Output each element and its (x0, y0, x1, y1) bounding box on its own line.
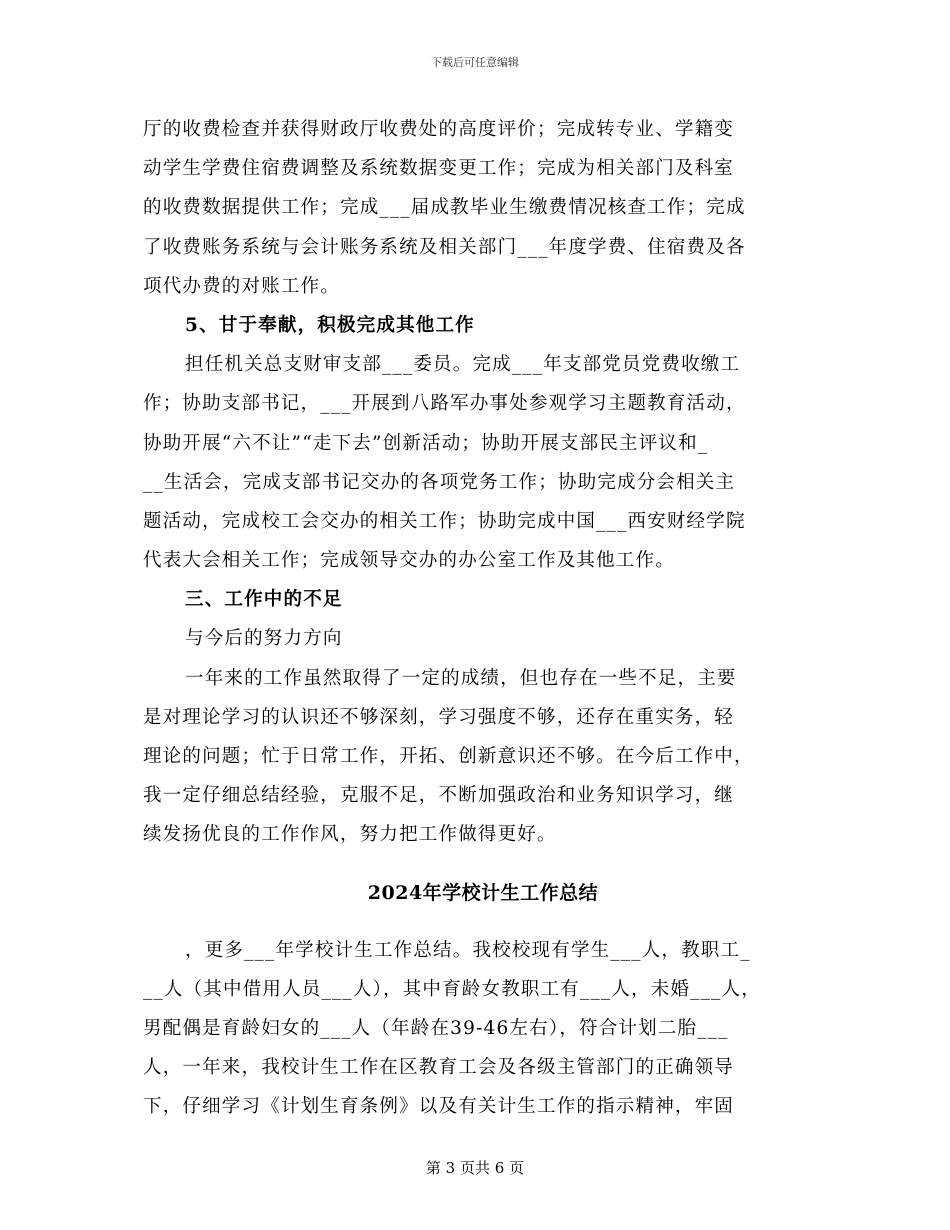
paragraph-line: 担任机关总支财审支部___委员。完成___年支部党员党费收缴工 (185, 354, 741, 376)
section-other-work (143, 306, 823, 580)
paragraph-line: __生活会，完成支部书记交办的各项党务工作；协助完成分会相关主 (143, 471, 736, 493)
paragraph-line: 了收费账务系统与会计账务系统及相关部门___年度学费、住宿费及各 (143, 236, 746, 258)
paragraph-line: 厅的收费检查并获得财政厅收费处的高度评价；完成转专业、学籍变 (143, 119, 735, 140)
paragraph-line: 项代办费的对账工作。 (143, 275, 341, 297)
paragraph-line: 代表大会相关工作；完成领导交办的办公室工作及其他工作。 (143, 550, 675, 572)
paragraph-line: 是对理论学习的认识还不够深刻，学习强度不够，还存在重实务，轻 (143, 706, 735, 728)
page-header: 下载后可任意编辑 (431, 56, 519, 69)
paragraph-line: 动学生学费住宿费调整及系统数据变更工作；完成为相关部门及科室 (143, 158, 735, 180)
page-footer: 第 3 页共 6 页 (425, 1159, 525, 1177)
paragraph-line: 协助开展“六不让”“走下去”创新活动；协助开展支部民主评议和_ (143, 432, 709, 454)
paragraph-line: 理论的问题；忙于日常工作，开拓、创新意识还不够。在今后工作中， (143, 746, 754, 767)
paragraph-line: ，更多___年学校计生工作总结。我校校现有学生___人，教职工_ (185, 939, 751, 961)
paragraph-line: 人，一年来，我校计生工作在区教育工会及各级主管部门的正确领导 (143, 1057, 735, 1079)
section-heading: 三、工作中的不足 (185, 589, 343, 611)
paragraph-line: 的收费数据提供工作；完成___届成教毕业生缴费情况核查工作；完成 (143, 197, 746, 219)
paragraph-line: 题活动，完成校工会交办的相关工作；协助完成中国___西安财经学院 (143, 510, 746, 532)
section-heading: 5、甘于奉献，积极完成其他工作 (185, 314, 475, 336)
paragraph-line: 我一定仔细总结经验，克服不足，不断加强政治和业务知识学习，继 (143, 785, 735, 807)
paragraph-line: __人（其中借用人员___人），其中育龄女教职工有___人，未婚___人， (143, 978, 761, 1000)
document-title: 2024年学校计生工作总结 (367, 881, 599, 904)
section-subheading: 与今后的努力方向 (185, 628, 343, 650)
section-fee-work (143, 110, 823, 306)
paragraph-line: 下，仔细学习《计划生育条例》以及有关计生工作的指示精神，牢固 (143, 1096, 735, 1118)
document-body (143, 110, 823, 1127)
section-shortcomings (143, 580, 823, 854)
paragraph-line: 男配偶是育龄妇女的___人（年龄在39-46左右），符合计划二胎___ (143, 1017, 729, 1039)
paragraph-line: 续发扬优良的工作作风，努力把工作做得更好。 (143, 824, 557, 846)
paragraph-line: 作；协助支部书记，___开展到八路军办事处参观学习主题教育活动， (143, 393, 746, 415)
section-family-planning (143, 855, 823, 1127)
paragraph-line: 一年来的工作虽然取得了一定的成绩，但也存在一些不足，主要 (185, 667, 737, 689)
